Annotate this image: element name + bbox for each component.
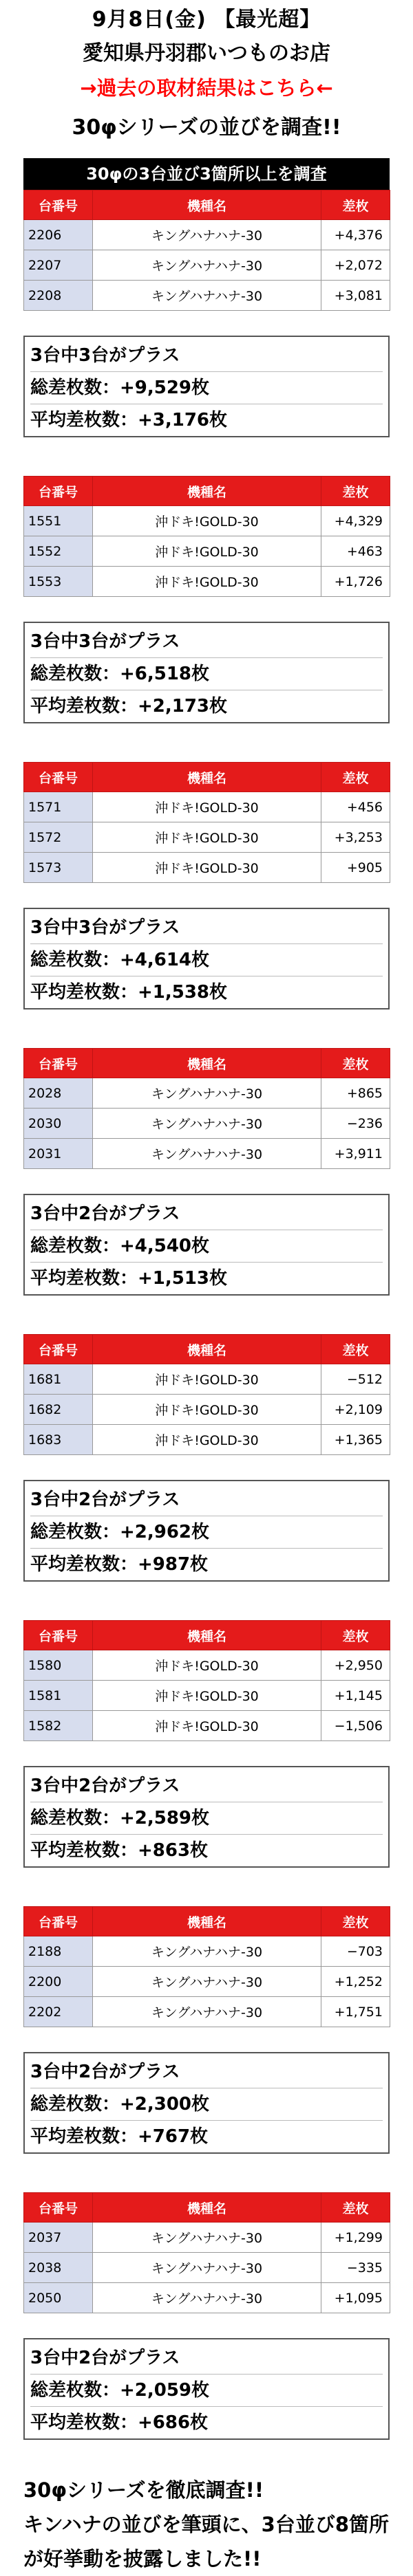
machine-model: キングハナハナ-30 xyxy=(93,1078,321,1109)
machine-number: 1551 xyxy=(24,506,93,536)
machine-number: 2202 xyxy=(24,1997,93,2027)
machine-model: キングハナハナ-30 xyxy=(93,2253,321,2283)
header-diff: 差枚 xyxy=(321,1335,390,1364)
machine-model: 沖ドキ!GOLD-30 xyxy=(93,506,321,536)
header-diff: 差枚 xyxy=(321,477,390,506)
machine-diff: +1,252 xyxy=(321,1967,390,1997)
header-num: 台番号 xyxy=(24,2193,93,2223)
summary-box xyxy=(23,1766,390,1868)
machine-diff: −703 xyxy=(321,1936,390,1967)
machine-block xyxy=(23,762,390,1009)
table-row xyxy=(24,1078,390,1109)
summary-box xyxy=(23,2052,390,2154)
summary-box xyxy=(23,336,390,437)
header-num: 台番号 xyxy=(24,1621,93,1650)
machine-model: キングハナハナ-30 xyxy=(93,1936,321,1967)
footer-text xyxy=(23,2473,390,2576)
total-diff: 総差枚数：+4,614枚 xyxy=(30,944,383,976)
machine-block xyxy=(23,1906,390,2154)
machine-diff: +456 xyxy=(321,792,390,822)
average-diff: 平均差枚数：+767枚 xyxy=(30,2126,209,2147)
machine-number: 1582 xyxy=(24,1711,93,1741)
summary-box xyxy=(23,622,390,723)
machine-model: キングハナハナ-30 xyxy=(93,2283,321,2313)
machine-model: キングハナハナ-30 xyxy=(93,220,321,250)
machine-diff: +3,081 xyxy=(321,281,390,311)
table-row xyxy=(24,1936,390,1967)
lead-text: 30φシリーズの並びを調査!! xyxy=(72,116,341,140)
header-num: 台番号 xyxy=(24,1335,93,1364)
header-num: 台番号 xyxy=(24,1049,93,1078)
machine-model: キングハナハナ-30 xyxy=(93,250,321,281)
machine-diff: +1,365 xyxy=(321,1425,390,1455)
machine-diff: +2,072 xyxy=(321,250,390,281)
table-row xyxy=(24,2223,390,2253)
machine-number: 1573 xyxy=(24,853,93,883)
header-num: 台番号 xyxy=(24,190,93,220)
total-diff: 総差枚数：+9,529枚 xyxy=(30,372,383,404)
machine-model: 沖ドキ!GOLD-30 xyxy=(93,853,321,883)
header-model: 機種名 xyxy=(93,1335,321,1364)
header-diff: 差枚 xyxy=(321,1621,390,1650)
machine-number: 1552 xyxy=(24,536,93,567)
machine-model: 沖ドキ!GOLD-30 xyxy=(93,1681,321,1711)
machine-number: 2050 xyxy=(24,2283,93,2313)
past-results-link[interactable]: →過去の取材結果はこちら← xyxy=(80,76,333,100)
summary-box xyxy=(23,2338,390,2440)
header-diff: 差枚 xyxy=(321,2193,390,2223)
survey-banner: 30φの3台並び3箇所以上を調査 xyxy=(23,158,390,190)
machine-model: 沖ドキ!GOLD-30 xyxy=(93,822,321,853)
machine-diff: −335 xyxy=(321,2253,390,2283)
plus-count: 3台中2台がプラス xyxy=(30,2342,383,2375)
machine-diff: +463 xyxy=(321,536,390,567)
table-row xyxy=(24,1681,390,1711)
blocks-container xyxy=(0,190,413,2440)
machine-diff: +4,329 xyxy=(321,506,390,536)
plus-count: 3台中2台がプラス xyxy=(30,1198,383,1230)
machine-number: 2207 xyxy=(24,250,93,281)
machine-model: 沖ドキ!GOLD-30 xyxy=(93,536,321,567)
machine-diff: −236 xyxy=(321,1109,390,1139)
total-diff: 総差枚数：+4,540枚 xyxy=(30,1230,383,1263)
machine-table xyxy=(23,1334,390,1455)
machine-model: 沖ドキ!GOLD-30 xyxy=(93,567,321,597)
machine-number: 1553 xyxy=(24,567,93,597)
machine-diff: +4,376 xyxy=(321,220,390,250)
table-row xyxy=(24,1395,390,1425)
machine-block xyxy=(23,476,390,723)
footer-line-1: 30φシリーズを徹底調査!! xyxy=(23,2478,264,2502)
machine-table xyxy=(23,190,390,311)
machine-diff: +1,145 xyxy=(321,1681,390,1711)
table-row xyxy=(24,536,390,567)
plus-count: 3台中3台がプラス xyxy=(30,626,383,658)
header-model: 機種名 xyxy=(93,1907,321,1936)
date-line xyxy=(0,3,413,37)
table-header-row xyxy=(24,2193,390,2223)
table-row xyxy=(24,853,390,883)
average-diff: 平均差枚数：+1,513枚 xyxy=(30,1268,228,1289)
table-row xyxy=(24,1139,390,1169)
machine-diff: +2,950 xyxy=(321,1650,390,1681)
table-row xyxy=(24,1425,390,1455)
table-row xyxy=(24,250,390,281)
table-header-row xyxy=(24,763,390,792)
header-num: 台番号 xyxy=(24,477,93,506)
header-model: 機種名 xyxy=(93,1621,321,1650)
table-header-row xyxy=(24,1907,390,1936)
machine-diff: +1,095 xyxy=(321,2283,390,2313)
header-model: 機種名 xyxy=(93,477,321,506)
machine-block xyxy=(23,1334,390,1582)
table-row xyxy=(24,1650,390,1681)
machine-model: 沖ドキ!GOLD-30 xyxy=(93,1711,321,1741)
total-diff: 総差枚数：+2,300枚 xyxy=(30,2088,383,2121)
machine-model: キングハナハナ-30 xyxy=(93,1109,321,1139)
table-header-row xyxy=(24,190,390,220)
machine-model: 沖ドキ!GOLD-30 xyxy=(93,1364,321,1395)
machine-number: 1681 xyxy=(24,1364,93,1395)
machine-table xyxy=(23,762,390,883)
table-header-row xyxy=(24,1621,390,1650)
machine-number: 2030 xyxy=(24,1109,93,1139)
machine-block xyxy=(23,1048,390,1296)
machine-model: キングハナハナ-30 xyxy=(93,1139,321,1169)
table-row xyxy=(24,792,390,822)
plus-count: 3台中2台がプラス xyxy=(30,2056,383,2088)
machine-table xyxy=(23,1620,390,1741)
table-row xyxy=(24,281,390,311)
machine-number: 1682 xyxy=(24,1395,93,1425)
machine-diff: +1,751 xyxy=(321,1997,390,2027)
header xyxy=(0,0,413,144)
total-diff: 総差枚数：+2,962枚 xyxy=(30,1516,383,1549)
machine-number: 1572 xyxy=(24,822,93,853)
header-diff: 差枚 xyxy=(321,190,390,220)
machine-diff: −512 xyxy=(321,1364,390,1395)
header-diff: 差枚 xyxy=(321,1049,390,1078)
machine-diff: +1,726 xyxy=(321,567,390,597)
summary-box xyxy=(23,1194,390,1296)
machine-number: 2028 xyxy=(24,1078,93,1109)
machine-number: 1683 xyxy=(24,1425,93,1455)
header-model: 機種名 xyxy=(93,2193,321,2223)
header-model: 機種名 xyxy=(93,190,321,220)
machine-number: 1571 xyxy=(24,792,93,822)
table-row xyxy=(24,506,390,536)
machine-number: 2188 xyxy=(24,1936,93,1967)
average-diff: 平均差枚数：+686枚 xyxy=(30,2412,209,2433)
total-diff: 総差枚数：+2,589枚 xyxy=(30,1802,383,1835)
machine-block xyxy=(23,2192,390,2440)
machine-diff: +3,911 xyxy=(321,1139,390,1169)
machine-diff: +905 xyxy=(321,853,390,883)
table-row xyxy=(24,220,390,250)
plus-count: 3台中2台がプラス xyxy=(30,1770,383,1802)
total-diff: 総差枚数：+2,059枚 xyxy=(30,2375,383,2407)
date-text: 9月8日(金) xyxy=(92,8,206,32)
store-name: 愛知県丹羽郡いつものお店 xyxy=(83,41,330,65)
machine-model: キングハナハナ-30 xyxy=(93,1997,321,2027)
machine-number: 1581 xyxy=(24,1681,93,1711)
table-row xyxy=(24,1997,390,2027)
machine-number: 2037 xyxy=(24,2223,93,2253)
event-label: 【最光超】 xyxy=(214,8,321,32)
machine-block xyxy=(23,190,390,437)
machine-number: 1580 xyxy=(24,1650,93,1681)
average-diff: 平均差枚数：+863枚 xyxy=(30,1840,209,1861)
machine-number: 2200 xyxy=(24,1967,93,1997)
table-row xyxy=(24,567,390,597)
table-header-row xyxy=(24,1335,390,1364)
table-row xyxy=(24,2283,390,2313)
machine-diff: +3,253 xyxy=(321,822,390,853)
table-row xyxy=(24,1109,390,1139)
footer-line-3: が好挙動を披露しました!! xyxy=(23,2547,262,2570)
header-diff: 差枚 xyxy=(321,1907,390,1936)
machine-model: キングハナハナ-30 xyxy=(93,281,321,311)
header-num: 台番号 xyxy=(24,763,93,792)
machine-model: キングハナハナ-30 xyxy=(93,2223,321,2253)
machine-table xyxy=(23,1048,390,1169)
machine-block xyxy=(23,1620,390,1868)
footer-line-2: キンハナの並びを筆頭に、3台並び8箇所 xyxy=(23,2513,390,2536)
summary-box xyxy=(23,1480,390,1582)
header-diff: 差枚 xyxy=(321,763,390,792)
table-row xyxy=(24,822,390,853)
table-row xyxy=(24,2253,390,2283)
machine-model: 沖ドキ!GOLD-30 xyxy=(93,792,321,822)
machine-model: キングハナハナ-30 xyxy=(93,1967,321,1997)
machine-table xyxy=(23,1906,390,2027)
header-num: 台番号 xyxy=(24,1907,93,1936)
machine-diff: +1,299 xyxy=(321,2223,390,2253)
machine-model: 沖ドキ!GOLD-30 xyxy=(93,1395,321,1425)
table-row xyxy=(24,1711,390,1741)
summary-box xyxy=(23,908,390,1009)
machine-model: 沖ドキ!GOLD-30 xyxy=(93,1425,321,1455)
table-row xyxy=(24,1364,390,1395)
plus-count: 3台中3台がプラス xyxy=(30,912,383,944)
machine-table xyxy=(23,2192,390,2313)
machine-number: 2038 xyxy=(24,2253,93,2283)
machine-table xyxy=(23,476,390,597)
header-model: 機種名 xyxy=(93,763,321,792)
average-diff: 平均差枚数：+3,176枚 xyxy=(30,410,228,430)
machine-model: 沖ドキ!GOLD-30 xyxy=(93,1650,321,1681)
table-row xyxy=(24,1967,390,1997)
average-diff: 平均差枚数：+987枚 xyxy=(30,1554,209,1575)
machine-number: 2031 xyxy=(24,1139,93,1169)
machine-number: 2206 xyxy=(24,220,93,250)
table-header-row xyxy=(24,1049,390,1078)
machine-diff: +2,109 xyxy=(321,1395,390,1425)
average-diff: 平均差枚数：+2,173枚 xyxy=(30,696,228,717)
average-diff: 平均差枚数：+1,538枚 xyxy=(30,982,228,1003)
table-header-row xyxy=(24,477,390,506)
plus-count: 3台中2台がプラス xyxy=(30,1484,383,1516)
machine-number: 2208 xyxy=(24,281,93,311)
machine-diff: +865 xyxy=(321,1078,390,1109)
plus-count: 3台中3台がプラス xyxy=(30,340,383,372)
total-diff: 総差枚数：+6,518枚 xyxy=(30,658,383,690)
machine-diff: −1,506 xyxy=(321,1711,390,1741)
header-model: 機種名 xyxy=(93,1049,321,1078)
